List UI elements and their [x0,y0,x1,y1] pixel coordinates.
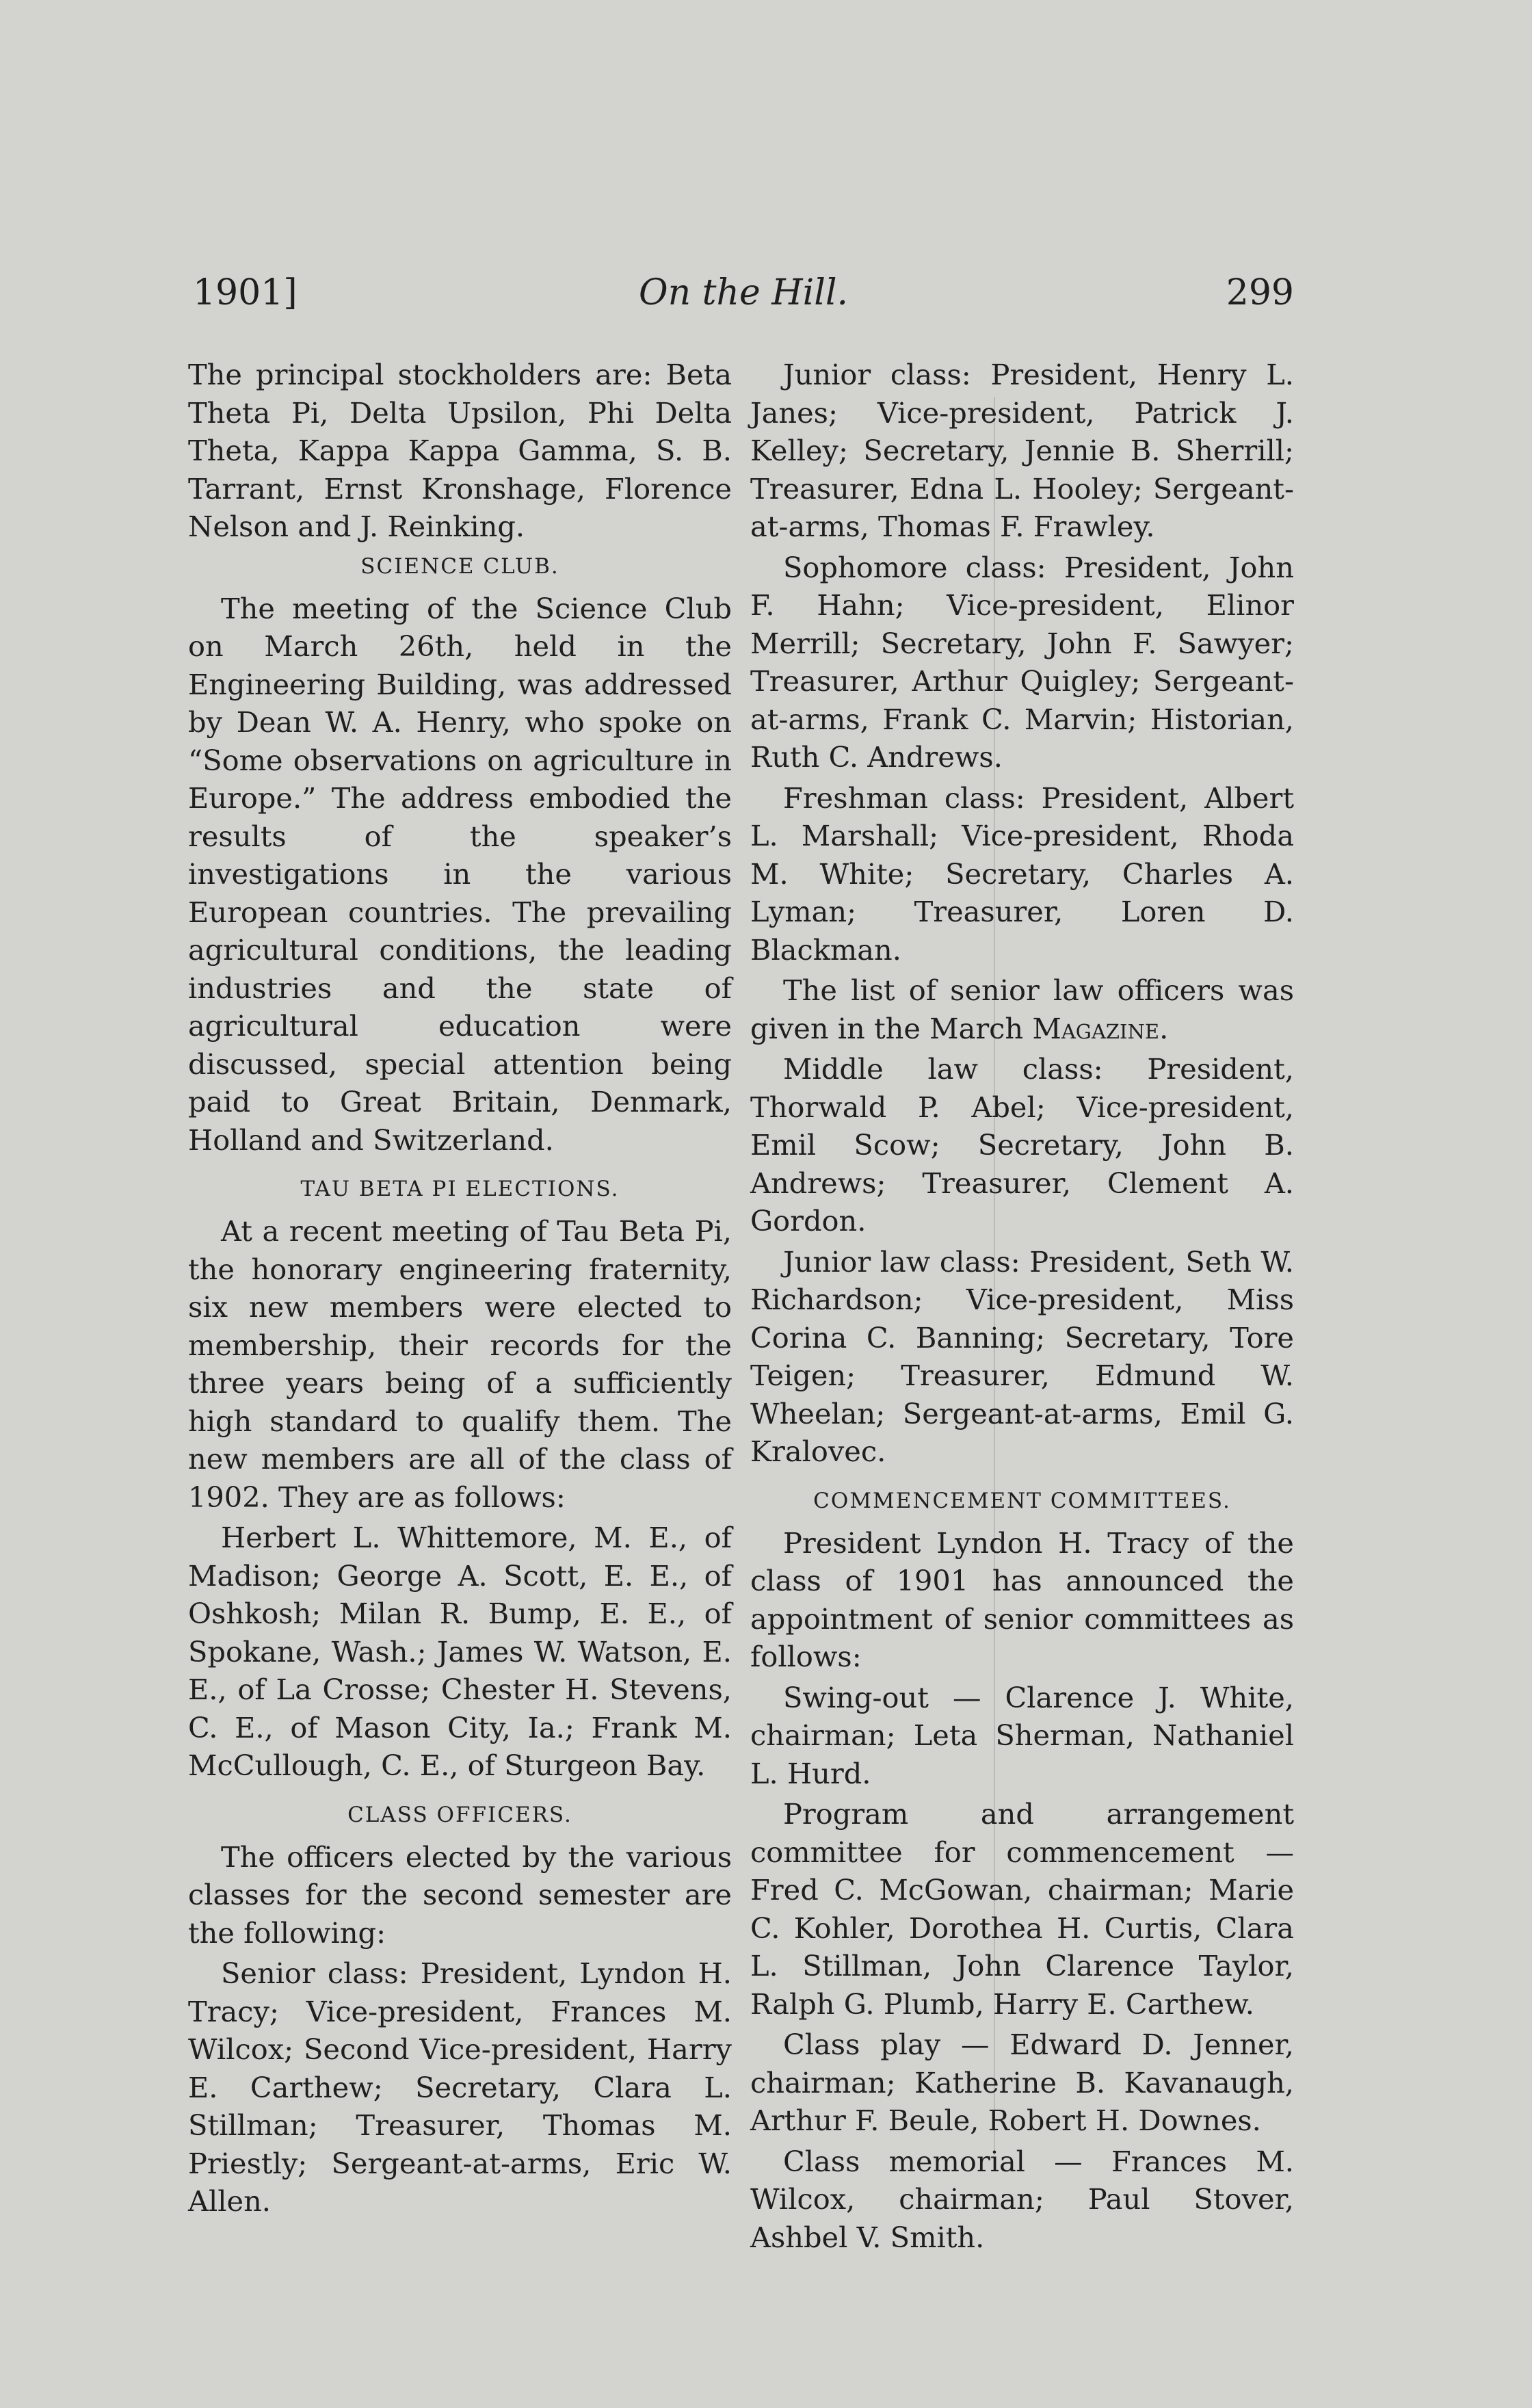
right-column [750,356,1294,2259]
magazine-name: Magazine [1032,1011,1160,1045]
heading-science-club: SCIENCE CLUB. [360,553,559,579]
paragraph-stockholders: The principal stockholders are: Beta Theta Pi, Delta Upsilon, Phi Delta Theta, Kappa Kappa Gamma, S. B. Tarrant, Ernst Kronshage, Florence Nelson and J. Reinking. [188,358,732,543]
paragraph-sophomore-class: Sophomore class: President, John F. Hahn; Vice-president, Elinor Merrill; Secretary, John F. Sawyer; Treasurer, Arthur Quigley; Sergeant-at-arms, Frank C. Marvin; Historian, Ruth C. Andrews. [750,550,1294,774]
heading-class-officers: CLASS OFFICERS. [347,1802,572,1827]
paragraph-junior-law: Junior law class: President, Seth W. Richardson; Vice-president, Miss Corina C. Banning; Secretary, Tore Teigen; Treasurer, Edmund W. Wheelan; Sergeant-at-arms, Emil G. Kralovec. [750,1244,1294,1468]
paragraph-class-memorial: Class memorial — Frances M. Wilcox, chairman; Paul Stover, Ashbel V. Smith. [750,2144,1294,2254]
page-number: 299 [1226,272,1294,313]
senior-law-end: . [1159,1011,1169,1045]
heading-commencement-committees: COMMENCEMENT COMMITTEES. [813,1488,1231,1513]
paragraph-program-committee: Program and arrangement committee for commencement — Fred C. McGowan, chairman; Marie C. Kohler, Dorothea H. Curtis, Clara L. Stillman, John Clarence Taylor, Ralph G. Plumb, Harry E. Carthew. [750,1797,1294,2021]
paragraph-class-play: Class play — Edward D. Jenner, chairman; Katherine B. Kavanaugh, Arthur F. Beule, Robert H. Downes. [750,2028,1294,2137]
paragraph-middle-law: Middle law class: President, Thorwald P. Abel; Vice-president, Emil Scow; Secretary, John B. Andrews; Treasurer, Clement A. Gordon. [750,1052,1294,1238]
paragraph-freshman-class: Freshman class: President, Albert L. Marshall; Vice-president, Rhoda M. White; Secretary, Charles A. Lyman; Treasurer, Loren D. Blackman. [750,781,1294,967]
left-column [188,356,732,2223]
paragraph-tau-beta-pi: At a recent meeting of Tau Beta Pi, the honorary engineering fraternity, six new members were elected to membership, their records for the three years being of a sufficiently high standard to qualify them. The new members are all of the class of 1902. They are as follows: [188,1214,732,1514]
paragraph-senior-class: Senior class: President, Lyndon H. Tracy; Vice-president, Frances M. Wilcox; Second Vice-president, Harry E. Carthew; Secretary, Clara L. Stillman; Treasurer, Thomas M. Priestly; Sergeant-at-arms, Eric W. Allen. [188,1956,732,2218]
senior-law-lead: The list of senior law officers was given in the March [750,973,1294,1045]
running-header [193,272,1294,320]
paragraph-officers-intro: The officers elected by the various classes for the second semester are the following: [188,1840,732,1950]
paragraph-junior-class: Junior class: President, Henry L. Janes; Vice-president, Patrick J. Kelley; Secretary, Jennie B. Sherrill; Treasurer, Edna L. Hooley; Sergeant-at-arms, Thomas F. Frawley. [750,358,1294,543]
header-title: On the Hill. [638,272,849,313]
paragraph-swing-out: Swing-out — Clarence J. White, chairman; Leta Sherman, Nathaniel L. Hurd. [750,1680,1294,1790]
paragraph-commencement: President Lyndon H. Tracy of the class of 1901 has announced the appointment of senior committees as follows: [750,1526,1294,1673]
paragraph-science-club: The meeting of the Science Club on March 26th, held in the Engineering Building, was addressed by Dean W. A. Henry, who spoke on “Some observations on agriculture in Europe.” The address embodied the results of the speaker’s investigations in the various European countries. The prevailing agricultural conditions, the leading industries and the state of agricultural education were discussed, special attention being paid to Great Britain, Denmark, Holland and Switzerland. [188,591,732,1157]
paragraph-senior-law [750,971,1294,1047]
heading-tau-beta-pi: TAU BETA PI ELECTIONS. [300,1177,620,1201]
paragraph-new-members: Herbert L. Whittemore, M. E., of Madison; George A. Scott, E. E., of Oshkosh; Milan R. Bump, E. E., of Spokane, Wash.; James W. Watson, E. E., of La Crosse; Chester H. Stevens, C. E., of Mason City, Ia.; Frank M. McCullough, C. E., of Sturgeon Bay. [188,1521,732,1782]
header-year: 1901] [193,272,298,313]
